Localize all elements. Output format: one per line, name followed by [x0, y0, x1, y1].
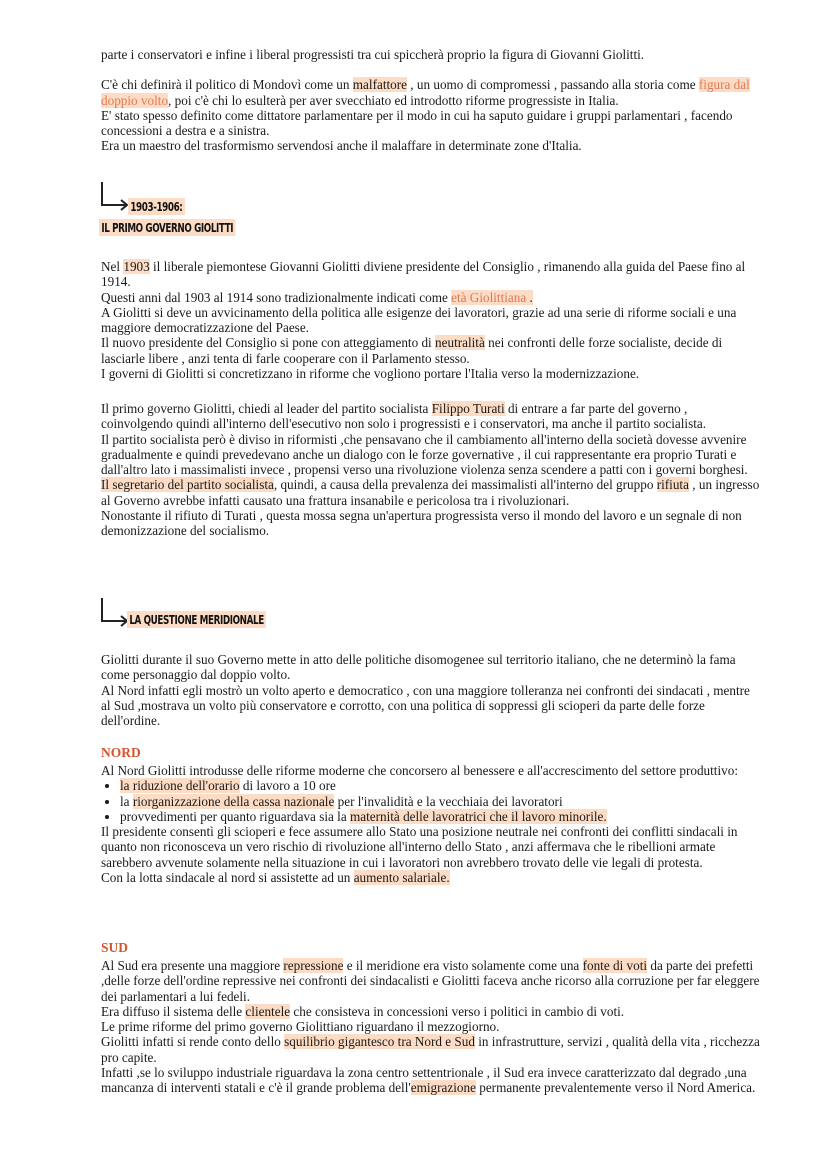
text: C'è chi definirà il politico di Mondovì come un — [101, 77, 353, 93]
paragraph — [101, 1065, 761, 1096]
text: Al Sud era presente una maggiore — [101, 958, 284, 973]
text: Infatti ,se lo sviluppo industriale riguardava la zona centro settentrionale , il Sud era invece caratterizzato dal degrado ,una mancanza di interventi statali e c'è il grande problema dell' — [101, 1065, 747, 1096]
paragraph: Il partito socialista però è diviso in riformisti ,che pensavano che il cambiamento all'interno della società dovesse avvenire gradualmente e quindi prevedevano anche un dialogo con le forze governative , il cui rappresentante era proprio Turati e dall'altro lato i massimalisti invece , propensi verso una rivoluzione violenza senza scendere a patti con i governi borghesi. — [101, 431, 748, 478]
intro-line: parte i conservatori e infine i liberal progressisti tra cui spiccherà proprio la figura di Giovanni Giolitti. — [101, 47, 645, 62]
reform-list — [101, 778, 761, 824]
highlight: Filippo Turati — [431, 401, 505, 416]
highlight: 1903 — [123, 259, 150, 274]
text: , un uomo di compromessi , passando alla storia come — [406, 77, 699, 93]
text: per l'invalidità e la vecchiaia dei lavoratori — [334, 793, 563, 809]
text: Era diffuso il sistema delle — [101, 1003, 246, 1019]
text: il liberale piemontese Giovanni Giolitti diviene presidente del Consiglio , rimanendo alla guida del Paese fino al 1914. — [101, 259, 746, 290]
subheading-sud: SUD — [101, 940, 129, 955]
text: da parte dei prefetti ,delle forze dell'ordine repressive nei confronti dei sindacalisti e Giolitti faceva anche ricorso alla corruzione per far eleggere dei parlamentari a lui fedeli. — [101, 958, 760, 1004]
section-turati — [101, 401, 761, 539]
highlight: fonte di voti — [582, 958, 648, 973]
paragraph: E' stato spesso definito come dittatore parlamentare per il modo in cui ha saputo guidare i gruppi parlamentari , facendo concessioni a destra e a sinistra. — [101, 107, 733, 139]
paragraph — [101, 290, 761, 305]
text: che consisteva in concessioni verso i politici in cambio di voti. — [290, 1003, 625, 1019]
highlight: rifiuta — [656, 477, 689, 493]
highlight: maternità delle lavoratrici che il lavoro minorile. — [349, 808, 607, 824]
heading-year: 1903-1906: — [128, 198, 185, 215]
text: . — [529, 289, 533, 305]
highlight: clientele — [245, 1003, 291, 1019]
text: Questi anni dal 1903 al 1914 sono tradizionalmente indicati come — [101, 289, 452, 305]
highlight: la riduzione dell'orario — [120, 778, 240, 794]
highlight: Il segretario del partito socialista — [101, 477, 274, 493]
paragraph: Il presidente consentì gli scioperi e fece assumere allo Stato una posizione neutrale nei confronti dei conflitti sindacali in quanto non riconosceva un vero rischio di rivoluzione all'interno dello Stato , anzi affermava che le ribellioni armate sarebbero avvenute solamente nella situazione in cui i lavoratori non avrebbero trovato delle vie legali di protesta. — [101, 824, 738, 870]
paragraph — [101, 958, 761, 1004]
list-item — [120, 794, 761, 809]
text: nei confronti delle forze socialiste, decide di lasciarle libere , anzi tenta di farle cooperare con il Parlamento stesso. — [101, 335, 723, 366]
text: la — [120, 793, 133, 809]
highlight: neutralità — [435, 335, 485, 351]
highlight: squilibrio gigantesco tra Nord e Sud — [284, 1034, 475, 1050]
section-nord — [101, 763, 761, 885]
intro-block — [101, 47, 761, 154]
paragraph — [101, 870, 761, 885]
text: provvedimenti per quanto riguardava sia la — [120, 808, 350, 824]
text: Il primo governo Giolitti, chiedi al leader del partito socialista — [101, 401, 432, 416]
text: di entrare a far parte del governo , coinvolgendo quindi all'interno dell'esecutivo non solo i progressisti e i conservatori, ma anche il partito socialista. — [101, 401, 707, 432]
arrow-icon — [99, 180, 131, 212]
subheading-nord: NORD — [101, 745, 141, 760]
highlight: età Giolittiana — [451, 289, 530, 305]
intro-paragraph — [101, 77, 761, 108]
text: , un ingresso al Governo avrebbe infatti causato una frattura insanabile e pericolosa tra i rivoluzionari. — [101, 477, 760, 508]
paragraph: A Giolitti si deve un avvicinamento della politica alle esigenze dei lavoratori, grazie ad una serie di riforme sociali e una maggiore democratizzazione del Paese. — [101, 304, 737, 336]
paragraph: Nonostante il rifiuto di Turati , questa mossa segna un'apertura progressista verso il mondo del lavoro e un segnale di non demonizzazione del socialismo. — [101, 508, 742, 539]
paragraph: Al Nord infatti egli mostrò un volto aperto e democratico , con una maggiore tolleranza nei confronti dei sindacati , mentre al Sud ,mostrava un volto più conservatore e corrotto, con una politica di soppressi gli scioperi da parte delle forze dell'ordine. — [101, 682, 750, 729]
paragraph — [101, 1034, 761, 1065]
text: e il meridione era visto solamente come una — [343, 958, 583, 973]
highlight: malfattore — [352, 77, 407, 93]
section-meridionale — [101, 652, 761, 728]
text: permanente prevalentemente verso il Nord America. — [475, 1080, 756, 1096]
paragraph: Era un maestro del trasformismo servendosi anche il malaffare in determinate zone d'Italia. — [101, 138, 582, 154]
heading-title: LA QUESTIONE MERIDIONALE — [127, 611, 266, 628]
paragraph — [101, 335, 761, 366]
text: Con la lotta sindacale al nord si assistette ad un — [101, 870, 354, 886]
text: , poi c'è chi lo esulterà per aver svecchiato ed introdotto riforme progressiste in Italia. — [168, 92, 619, 108]
list-item — [120, 809, 761, 824]
text: in infrastrutture, servizi , qualità della vita , ricchezza pro capite. — [101, 1034, 760, 1065]
text: Nel — [101, 259, 124, 274]
highlight: repressione — [283, 958, 344, 973]
paragraph: I governi di Giolitti si concretizzano in riforme che vogliono portare l'Italia verso la modernizzazione. — [101, 366, 640, 382]
text: Il nuovo presidente del Consiglio si pone con atteggiamento di — [101, 335, 436, 351]
paragraph: Le prime riforme del primo governo Giolittiano riguardano il mezzogiorno. — [101, 1019, 500, 1035]
paragraph — [101, 477, 761, 508]
section-primo-governo — [101, 259, 761, 381]
paragraph: Giolitti durante il suo Governo mette in atto delle politiche disomogenee sul territorio italiano, che ne determinò la fama come personaggio dal doppio volto. — [101, 652, 736, 683]
highlight: riorganizzazione della cassa nazionale — [132, 793, 335, 809]
text: , quindi, a causa della prevalenza dei massimalisti all'interno del gruppo — [273, 477, 657, 493]
list-item — [120, 778, 761, 793]
highlight: aumento salariale. — [353, 870, 450, 886]
paragraph — [101, 1004, 761, 1019]
section-sud — [101, 958, 761, 1096]
text: Giolitti infatti si rende conto dello — [101, 1034, 285, 1050]
text: di lavoro a 10 ore — [239, 778, 336, 794]
paragraph — [101, 259, 761, 290]
highlight: figura dal doppio volto — [101, 77, 750, 108]
paragraph: Al Nord Giolitti introdusse delle riforme moderne che concorsero al benessere e all'accrescimento del settore produttivo: — [101, 763, 738, 778]
highlight: emigrazione — [410, 1080, 476, 1096]
paragraph — [101, 401, 761, 432]
heading-title: IL PRIMO GOVERNO GIOLITTI — [99, 219, 236, 236]
